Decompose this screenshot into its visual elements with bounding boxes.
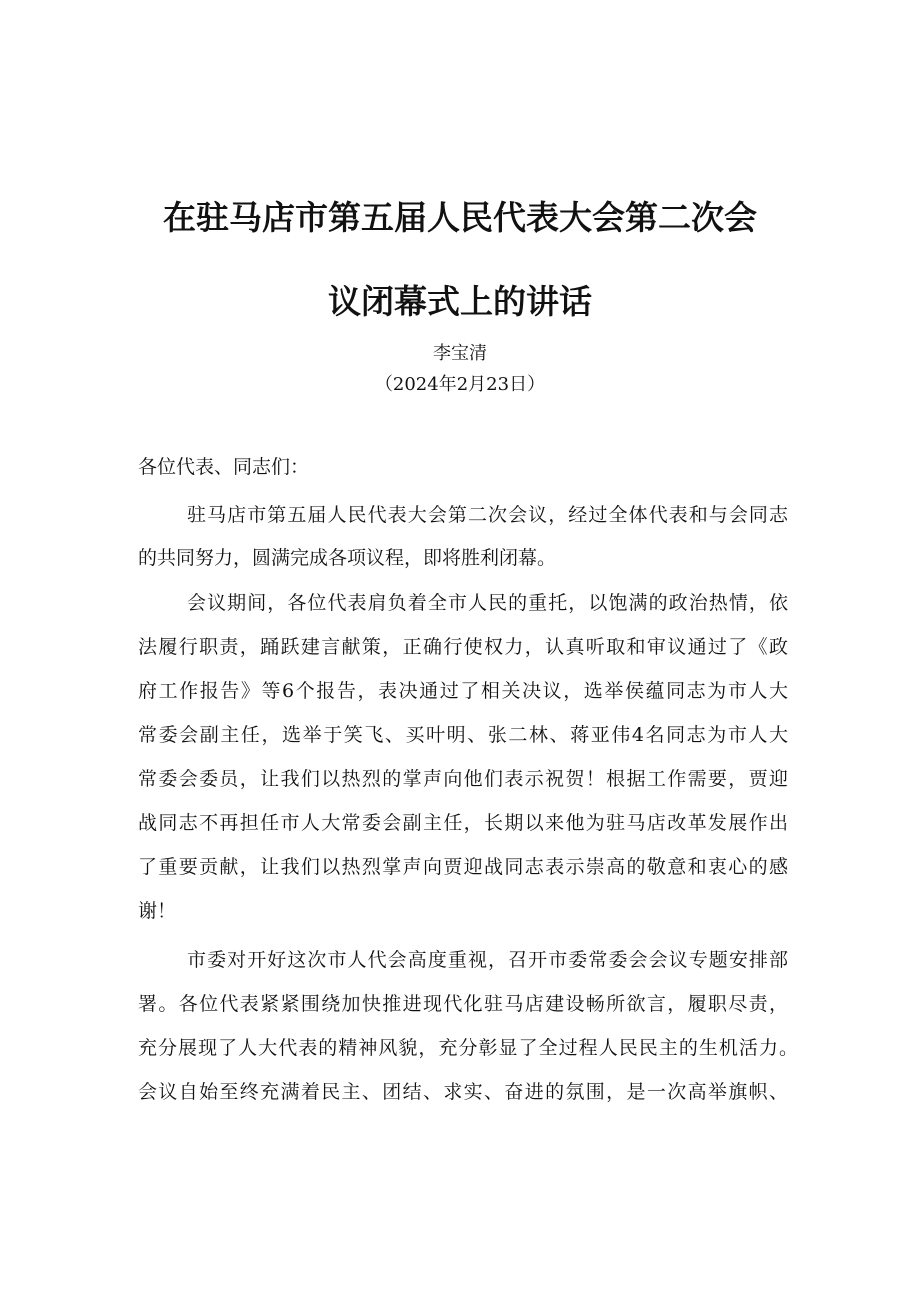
author-name: 李宝清 bbox=[433, 343, 487, 364]
document-title-line-2: 议闭幕式上的讲话 bbox=[328, 282, 592, 321]
paragraph-2-line: 府工作报告》等6个报告，表决通过了相关决议，选举侯蕴同志为市人大 bbox=[138, 680, 788, 702]
speech-date: （2024年2月23日） bbox=[374, 374, 546, 395]
document-title-line-1: 在驻马店市第五届人民代表大会第二次会 bbox=[163, 198, 757, 237]
paragraph-1-line: 的共同努力，圆满完成各项议程，即将胜利闭幕。 bbox=[138, 547, 557, 569]
paragraph-2-line: 了重要贡献，让我们以热烈掌声向贾迎战同志表示崇高的敬意和衷心的感 bbox=[138, 856, 788, 878]
paragraph-2-line: 战同志不再担任市人大常委会副主任，长期以来他为驻马店改革发展作出 bbox=[138, 812, 788, 834]
salutation: 各位代表、同志们： bbox=[138, 456, 310, 478]
paragraph-3-line: 会议自始至终充满着民主、团结、求实、奋进的氛围，是一次高举旗帜、 bbox=[138, 1081, 788, 1103]
paragraph-2-line: 谢！ bbox=[138, 900, 177, 922]
paragraph-1-line: 驻马店市第五届人民代表大会第二次会议，经过全体代表和与会同志 bbox=[187, 504, 788, 526]
paragraph-2-line: 会议期间，各位代表肩负着全市人民的重托，以饱满的政治热情，依 bbox=[187, 592, 788, 614]
paragraph-2-line: 常委会副主任，选举于笑飞、买叶明、张二林、蒋亚伟4名同志为市人大 bbox=[138, 724, 788, 746]
paragraph-3-line: 署。各位代表紧紧围绕加快推进现代化驻马店建设畅所欲言，履职尽责， bbox=[138, 993, 788, 1015]
paragraph-3-line: 市委对开好这次市人代会高度重视，召开市委常委会会议专题安排部 bbox=[187, 949, 788, 971]
paragraph-2-line: 常委会委员，让我们以热烈的掌声向他们表示祝贺！根据工作需要，贾迎 bbox=[138, 768, 788, 790]
paragraph-2-line: 法履行职责，踊跃建言献策，正确行使权力，认真听取和审议通过了《政 bbox=[138, 636, 788, 658]
paragraph-3-line: 充分展现了人大代表的精神风貌，充分彰显了全过程人民民主的生机活力。 bbox=[138, 1037, 798, 1059]
